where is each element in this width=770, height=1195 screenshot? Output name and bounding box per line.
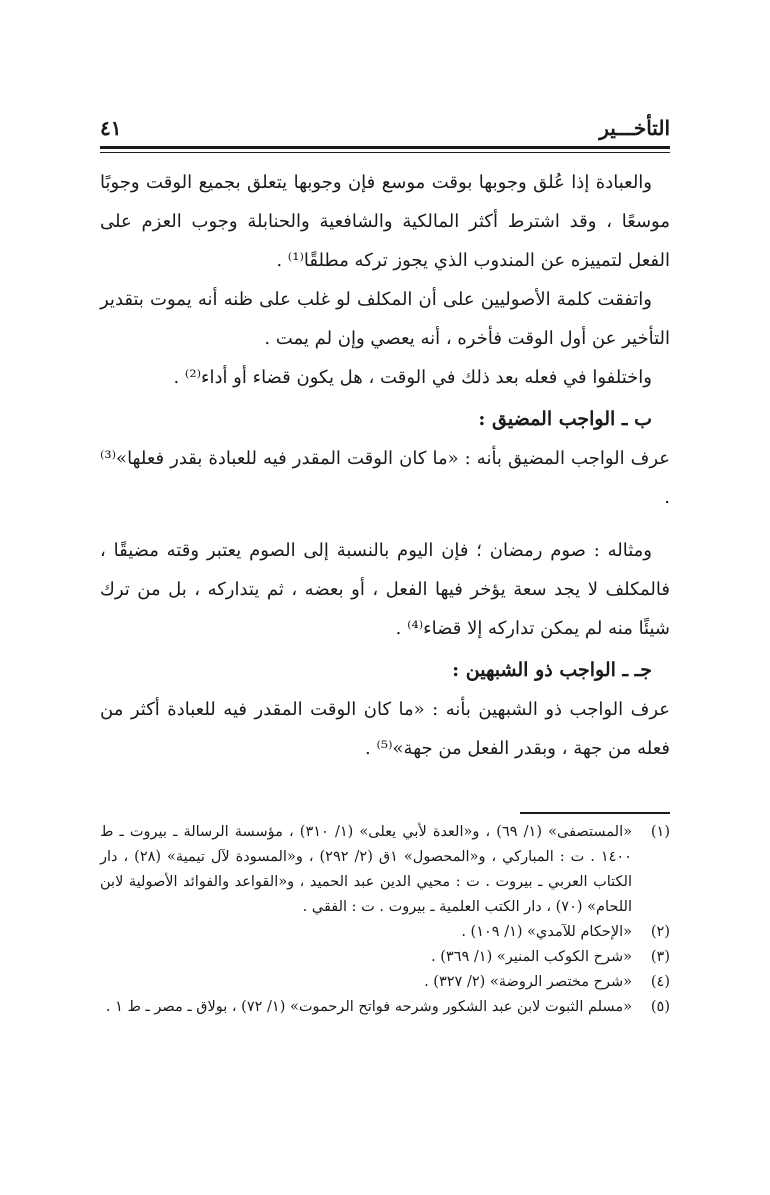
running-title: التأخـــير: [599, 116, 670, 140]
footnote-number: (٥): [650, 999, 670, 1015]
paragraph: والعبادة إذا عُلق وجوبها بوقت موسع فإن وجوبها يتعلق بجميع الوقت وجوبًا موسعًا ، وقد اشترط أكثر المالكية والشافعية والحنابلة وجوب العزم على الفعل لتمييزه عن المندوب الذي يجوز تركه مطلقًا⁽¹⁾ .: [100, 172, 670, 271]
running-header: [100, 100, 670, 140]
spacer: [100, 517, 670, 531]
footnote-text: «مسلم الثبوت لابن عبد الشكور وشرحه فواتح الرحموت» (١/ ٧٢) ، بولاق ـ مصر ـ ط ١ .: [105, 999, 632, 1015]
footnote-number: (١): [650, 824, 670, 840]
paragraph: واختلفوا في فعله بعد ذلك في الوقت ، هل يكون قضاء أو أداء⁽²⁾ .: [173, 367, 652, 388]
book-page: [100, 100, 670, 1020]
section-heading-c: جـ ـ الواجب ذو الشبهين :: [452, 659, 652, 681]
page-number: ٤١: [100, 116, 122, 140]
footnote-number: (٤): [650, 974, 670, 990]
footnote-text: «شرح مختصر الروضة» (٢/ ٣٢٧) .: [424, 974, 632, 990]
main-text: [100, 163, 670, 768]
footnote-number: (٣): [650, 949, 670, 965]
footnotes: [100, 820, 670, 1020]
footnote-number: (٢): [650, 924, 670, 940]
footnote: [100, 995, 670, 1020]
section-heading-b: ب ـ الواجب المضيق :: [478, 408, 652, 430]
paragraph: ومثاله : صوم رمضان ؛ فإن اليوم بالنسبة إلى الصوم يعتبر وقته مضيقًا ، فالمكلف لا يجد سعة يؤخر فيها الفعل ، أو بعضه ، ثم يتداركه ، بل من ترك شيئًا منه لم يمكن تداركه إلا قضاء⁽⁴⁾ .: [100, 540, 670, 639]
footnote-separator: [520, 812, 670, 814]
footnote-text: «الإحكام للآمدي» (١/ ١٠٩) .: [461, 924, 632, 940]
footnote: [100, 945, 670, 970]
paragraph: عرف الواجب ذو الشبهين بأنه : «ما كان الوقت المقدر فيه للعبادة أكثر من فعله من جهة ، وبقدر الفعل من جهة»⁽⁵⁾ .: [100, 699, 670, 759]
header-rule-thin: [100, 152, 670, 153]
footnote: [100, 820, 670, 920]
footnote: [100, 920, 670, 945]
footnote: [100, 970, 670, 995]
paragraph: واتفقت كلمة الأصوليين على أن المكلف لو غلب على ظنه أنه يموت بتقدير التأخير عن أول الوقت فأخره ، أنه يعصي وإن لم يمت .: [100, 289, 670, 349]
footnote-text: «شرح الكوكب المنير» (١/ ٣٦٩) .: [431, 949, 632, 965]
paragraph: عرف الواجب المضيق بأنه : «ما كان الوقت المقدر فيه للعبادة بقدر فعلها»⁽³⁾ .: [100, 448, 670, 508]
footnote-separator-wrap: [100, 812, 670, 814]
header-rule-thick: [100, 146, 670, 149]
footnote-text: «المستصفى» (١/ ٦٩) ، و«العدة لأبي يعلى» (١/ ٣١٠) ، مؤسسة الرسالة ـ بيروت ـ ط ١٤٠٠ . ت : المباركي ، و«المحصول» ١ق (٢/ ٢٩٢) ، و«المسودة لآل تيمية» (٢٨) ، دار الكتاب العربي ـ بيروت . ت : محيي الدين عبد الحميد ، و«القواعد والفوائد الأصولية لابن اللحام» (٧٠) ، دار الكتب العلمية ـ بيروت . ت : الفقي .: [100, 824, 632, 915]
